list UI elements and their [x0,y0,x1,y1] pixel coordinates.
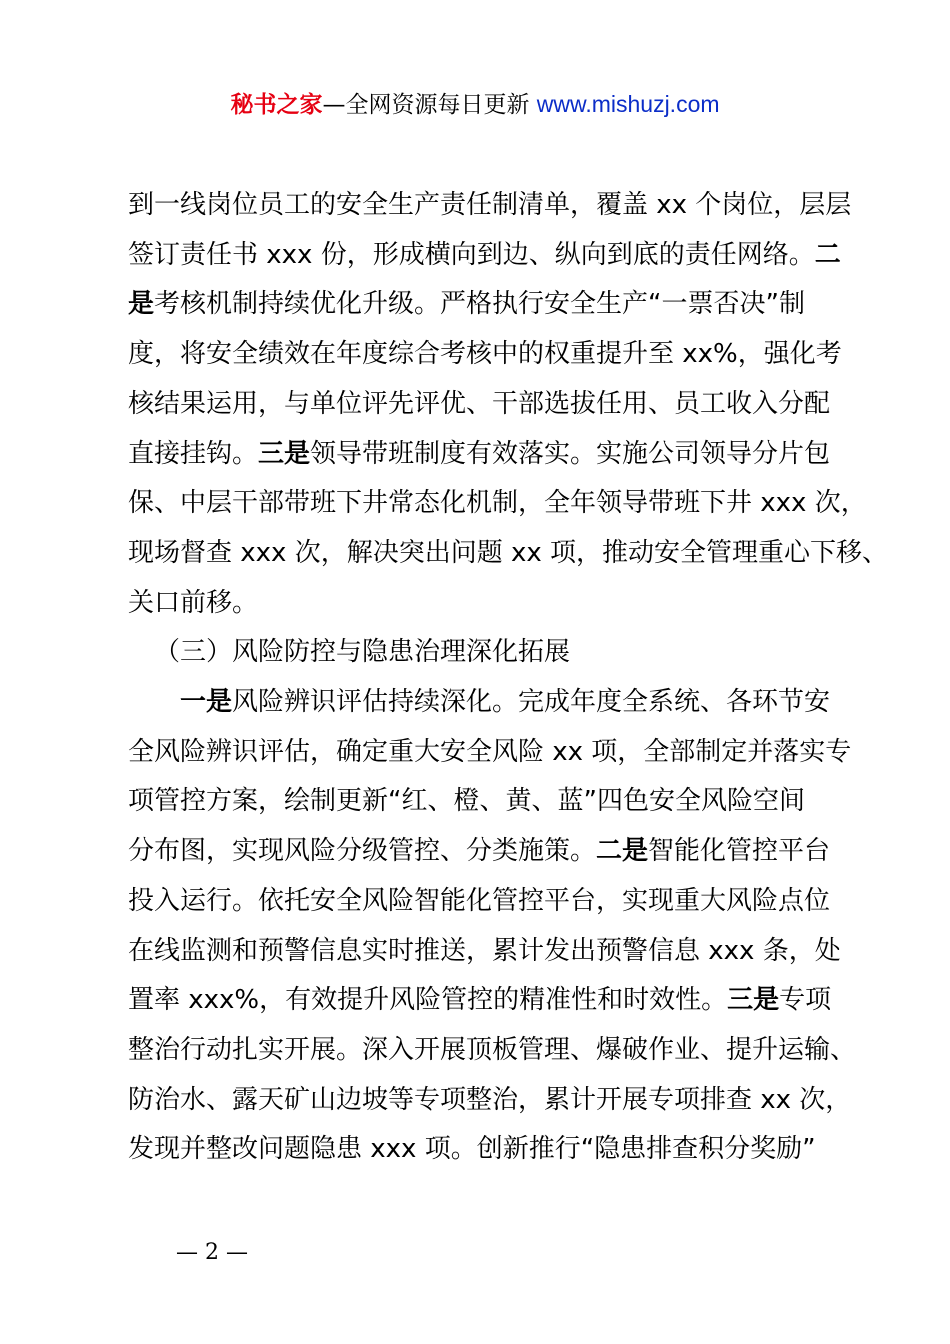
bold-marker: 三是 [727,985,780,1016]
text-line: 保、中层干部带班下井常态化机制，全年领导带班下井 xxx 次， [128,488,867,519]
section-heading: （三）风险防控与隐患治理深化拓展 [154,637,571,668]
text-run: 风险辨识评估持续深化。完成年度全系统、各环节安 [232,687,831,718]
text-line: 发现并整改问题隐患 xxx 项。创新推行“隐患排查积分奖励” [128,1134,816,1165]
document-body [128,181,888,1175]
text-line: 核结果运用，与单位评先评优、干部选拔任用、员工收入分配 [128,388,831,419]
bold-marker: 一是 [180,687,233,718]
text-run: 置率 xxx%，有效提升风险管控的精准性和时效性。 [128,985,728,1016]
banner-slogan: —全网资源每日更新 [322,92,537,118]
page-number: — 2 — [176,1240,248,1265]
bold-marker: 是 [128,289,155,320]
bold-marker: 二 [814,239,841,270]
text-run: 签订责任书 xxx 份，形成横向到边、纵向到底的责任网络。 [128,239,815,270]
text-run: 专项 [779,985,832,1016]
text-line [128,430,858,480]
text-line: 到一线岗位员工的安全生产责任制清单，覆盖 xx 个岗位，层层 [128,190,852,220]
text-line: 防治水、露天矿山边坡等专项整治，累计开展专项排查 xx 次， [128,1084,852,1115]
site-url-link[interactable]: www.mishuzj.com [536,91,720,117]
text-run: 领导带班制度有效落实。实施公司领导分片包 [310,438,831,469]
text-run: 直接挂钩。 [128,438,259,469]
brand-name: 秘书之家 [230,92,323,118]
bold-marker: 二是 [596,836,649,867]
site-banner [0,86,950,123]
text-run: 考核机制持续优化升级。严格执行安全生产“一票否决”制 [154,289,805,320]
text-line: 在线监测和预警信息实时推送，累计发出预警信息 xxx 条，处 [128,935,841,966]
text-run: 智能化管控平台 [648,836,831,867]
text-line [128,827,858,877]
text-line: 项管控方案，绘制更新“红、橙、黄、蓝”四色安全风险空间 [128,786,805,817]
bold-marker: 三是 [258,438,311,469]
text-run: 分布图，实现风险分级管控、分类施策。 [128,836,597,867]
text-line: 关口前移。 [128,587,259,618]
text-line: 整治行动扎实开展。深入开展顶板管理、爆破作业、提升运输、 [128,1034,857,1065]
text-line: 全风险辨识评估，确定重大安全风险 xx 项，全部制定并落实专 [128,736,852,767]
text-line: 度，将安全绩效在年度综合考核中的权重提升至 xx%，强化考 [128,339,842,370]
text-line [128,976,858,1026]
text-line [128,678,858,728]
paragraph-responsibility [128,181,888,628]
text-line: 现场督查 xxx 次，解决突出问题 xx 项，推动安全管理重心下移、 [128,537,888,568]
paragraph-risk-control [128,678,858,1175]
text-line [128,231,858,281]
text-line: 投入运行。依托安全风险智能化管控平台，实现重大风险点位 [128,885,831,916]
text-line [128,280,858,330]
